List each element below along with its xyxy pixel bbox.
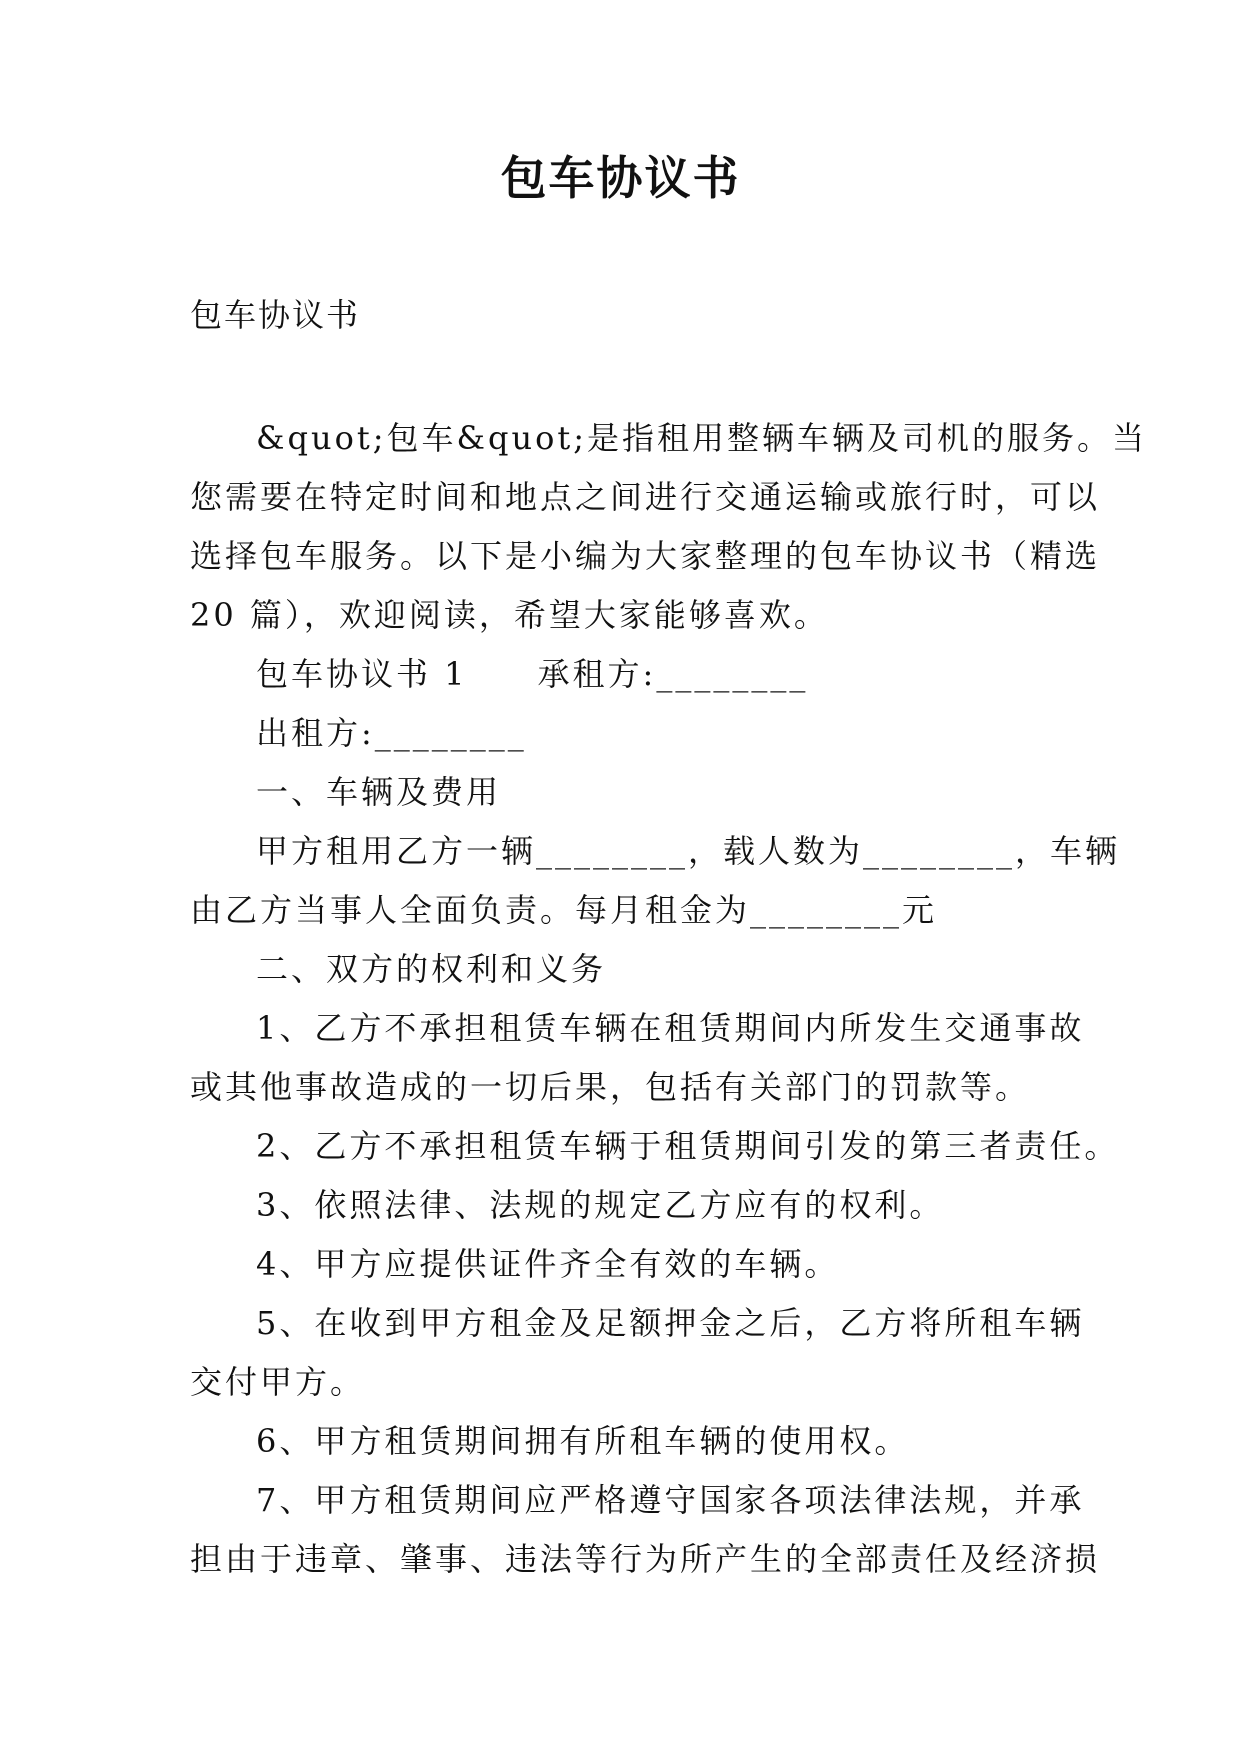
text-line: 或其他事故造成的一切后果，包括有关部门的罚款等。 bbox=[190, 1068, 1031, 1106]
text-line: 1、乙方不承担租赁车辆在租赁期间内所发生交通事故 bbox=[256, 1009, 1085, 1047]
text-line: 二、双方的权利和义务 bbox=[256, 950, 607, 988]
text-line: 一、车辆及费用 bbox=[256, 773, 502, 811]
text-line: 您需要在特定时间和地点之间进行交通运输或旅行时，可以 bbox=[190, 478, 1101, 516]
text-line: 甲方租用乙方一辆________，载人数为________，车辆 bbox=[256, 832, 1121, 870]
text-line: 担由于违章、肇事、违法等行为所产生的全部责任及经济损 bbox=[190, 1540, 1101, 1578]
document-body bbox=[190, 409, 1147, 1589]
text-line: &quot;包车&quot;是指租用整辆车辆及司机的服务。当 bbox=[256, 419, 1147, 457]
text-line: 选择包车服务。以下是小编为大家整理的包车协议书（精选 bbox=[190, 537, 1101, 575]
text-line: 7、甲方租赁期间应严格遵守国家各项法律法规，并承 bbox=[256, 1481, 1085, 1519]
text-line: 出租方:________ bbox=[256, 714, 527, 752]
text-line: 4、甲方应提供证件齐全有效的车辆。 bbox=[256, 1245, 840, 1283]
text-line: 5、在收到甲方租金及足额押金之后，乙方将所租车辆 bbox=[256, 1304, 1085, 1342]
text-line: 20 篇），欢迎阅读，希望大家能够喜欢。 bbox=[190, 596, 829, 634]
text-line: 3、依照法律、法规的规定乙方应有的权利。 bbox=[256, 1186, 945, 1224]
text-line: 包车协议书 1 承租方:________ bbox=[256, 655, 809, 693]
document-title: 包车协议书 bbox=[500, 151, 741, 205]
text-line: 6、甲方租赁期间拥有所租车辆的使用权。 bbox=[256, 1422, 910, 1460]
text-line: 2、乙方不承担租赁车辆于租赁期间引发的第三者责任。 bbox=[256, 1127, 1120, 1165]
text-line: 由乙方当事人全面负责。每月租金为________元 bbox=[190, 891, 938, 929]
text-line: 交付甲方。 bbox=[190, 1363, 366, 1401]
document-subtitle: 包车协议书 bbox=[190, 296, 361, 334]
